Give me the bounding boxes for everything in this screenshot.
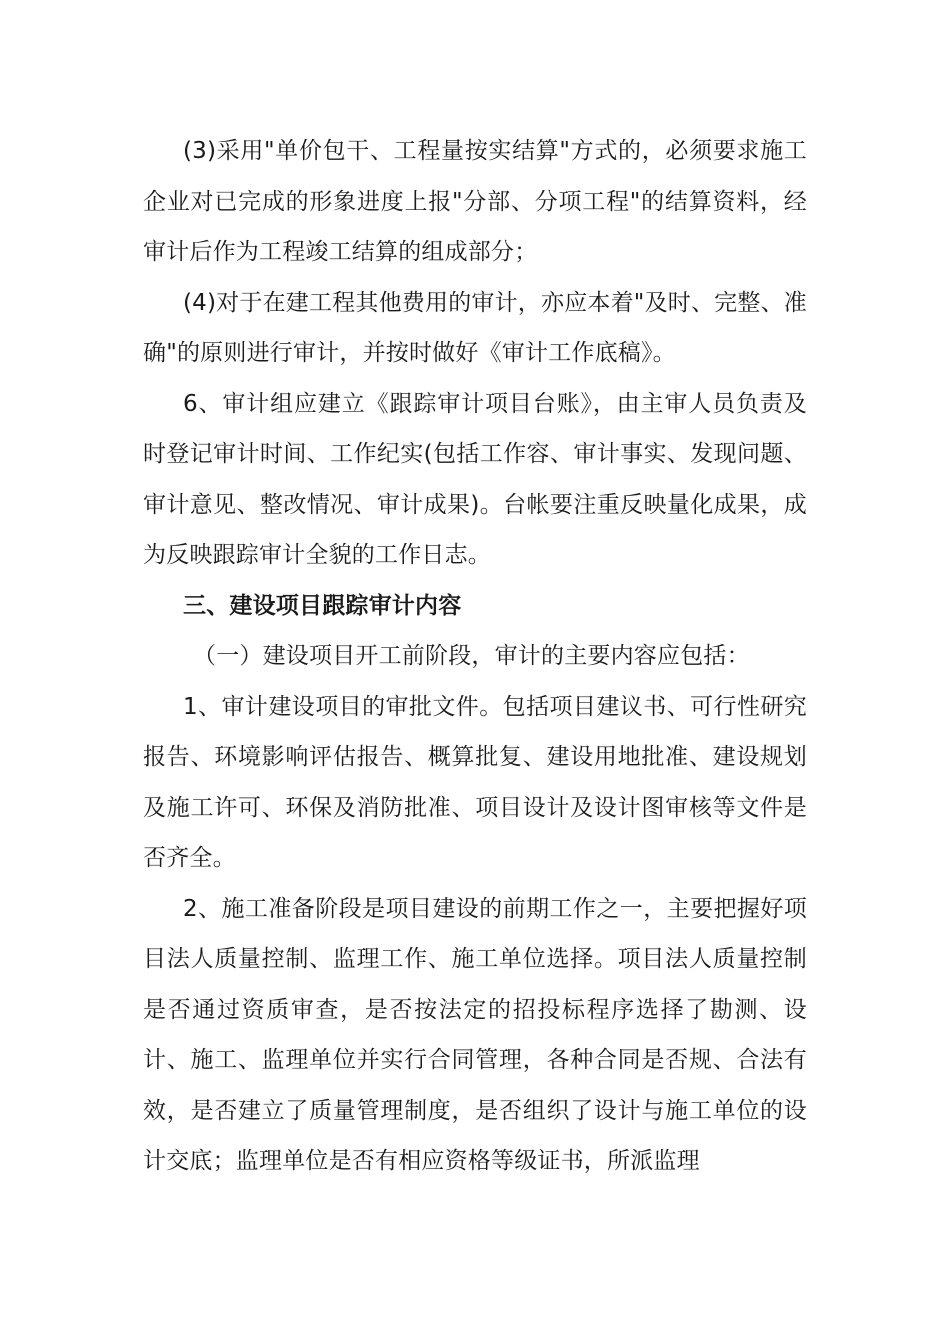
section-heading: 三、建设项目跟踪审计内容 — [183, 592, 462, 619]
paragraph-item-4: (4)对于在建工程其他费用的审计，亦应本着"及时、完整、准确"的原则进行审计，并按时做好《审计工作底稿》。 — [143, 289, 807, 366]
paragraph-section-6: 6、审计组应建立《跟踪审计项目台账》，由主审人员负责及时登记审计时间、工作纪实(包括工作容、审计事实、发现问题、审计意见、整改情况、审计成果)。台帐要注重反映量化成果，成为反映跟踪审计全貌的工作日志。 — [143, 390, 807, 568]
paragraph-item-3: (3)采用"单价包干、工程量按实结算"方式的，必须要求施工企业对已完成的形象进度上报"分部、分项工程"的结算资料，经审计后作为工程竣工结算的组成部分； — [143, 138, 807, 265]
subsection-heading: （一）建设项目开工前阶段，审计的主要内容应包括： — [193, 643, 750, 669]
paragraph-point-2: 2、施工准备阶段是项目建设的前期工作之一，主要把握好项目法人质量控制、监理工作、施工单位选择。项目法人质量控制是否通过资质审查，是否按法定的招投标程序选择了勘测、设计、施工、监理单位并实行合同管理，各种合同是否规、合法有效，是否建立了质量管理制度，是否组织了设计与施工单位的设计交底；监理单位是否有相应资格等级证书，所派监理 — [143, 895, 807, 1174]
paragraph-point-1: 1、审计建设项目的审批文件。包括项目建议书、可行性研究报告、环境影响评估报告、概算批复、建设用地批准、建设规划及施工许可、环保及消防批准、项目设计及设计图审核等文件是否齐全。 — [143, 693, 807, 871]
document-body — [143, 126, 807, 1187]
